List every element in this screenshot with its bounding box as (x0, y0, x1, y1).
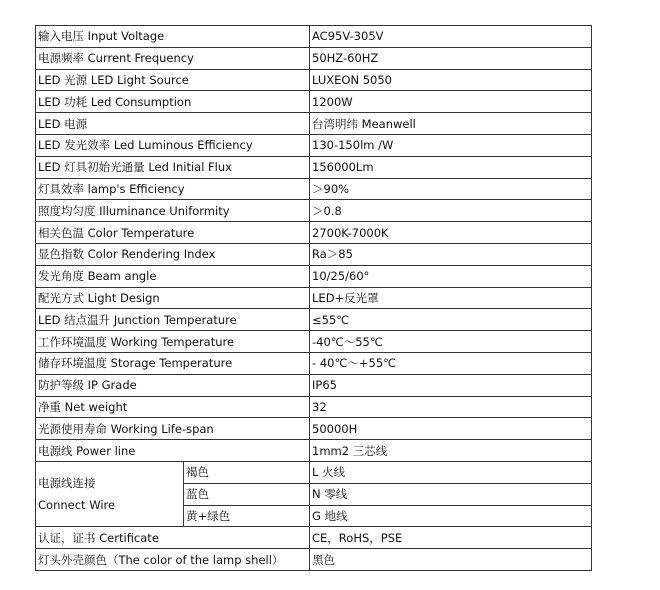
spec-row (36, 134, 592, 156)
spec-value: - 40℃～+55℃ (310, 352, 592, 374)
spec-label: 照度均匀度 Illuminance Uniformity (36, 200, 310, 222)
spec-row (36, 91, 592, 113)
wire-value: L 火线 (310, 461, 592, 483)
spec-label: LED 结点温升 Junction Temperature (36, 309, 310, 331)
spec-label: 净重 Net weight (36, 396, 310, 418)
spec-label: LED 电源 (36, 113, 310, 135)
spec-row (36, 26, 592, 48)
spec-label: 灯头外壳颜色（The color of the lamp shell） (36, 549, 310, 571)
spec-row (36, 113, 592, 135)
spec-value: 黑色 (310, 549, 592, 571)
spec-value: AC95V-305V (310, 26, 592, 48)
spec-value: IP65 (310, 374, 592, 396)
wire-color: 褐色 (184, 461, 310, 483)
spec-label: 防护等级 IP Grade (36, 374, 310, 396)
spec-label: LED 功耗 Led Consumption (36, 91, 310, 113)
spec-value: 130-150lm /W (310, 134, 592, 156)
spec-value: 50HZ-60HZ (310, 47, 592, 69)
spec-label: 储存环境温度 Storage Temperature (36, 352, 310, 374)
spec-row (36, 440, 592, 462)
spec-row (36, 396, 592, 418)
spec-value: -40℃～55℃ (310, 331, 592, 353)
wire-color: 黄+绿色 (184, 505, 310, 527)
spec-value: 156000Lm (310, 156, 592, 178)
spec-row (36, 418, 592, 440)
spec-label: 相关色温 Color Temperature (36, 222, 310, 244)
spec-value: CE，RoHS，PSE (310, 527, 592, 549)
spec-row (36, 47, 592, 69)
connect-wire-row (36, 461, 592, 483)
spec-value: LUXEON 5050 (310, 69, 592, 91)
spec-row (36, 178, 592, 200)
spec-row (36, 309, 592, 331)
spec-row (36, 287, 592, 309)
spec-row (36, 200, 592, 222)
spec-table-body (36, 26, 592, 571)
spec-label: 认证，证书 Certificate (36, 527, 310, 549)
spec-label: 输入电压 Input Voltage (36, 26, 310, 48)
spec-label: 灯具效率 lamp's Efficiency (36, 178, 310, 200)
spec-label: 光源使用寿命 Working Life-span (36, 418, 310, 440)
spec-row (36, 549, 592, 571)
spec-value: ＞0.8 (310, 200, 592, 222)
connect-wire-label-en: Connect Wire (38, 498, 116, 513)
spec-label: 工作环境温度 Working Temperature (36, 331, 310, 353)
wire-value: G 地线 (310, 505, 592, 527)
connect-wire-label (36, 461, 184, 526)
wire-color: 蓝色 (184, 483, 310, 505)
spec-value: 10/25/60° (310, 265, 592, 287)
spec-row (36, 331, 592, 353)
spec-label: 显色指数 Color Rendering Index (36, 243, 310, 265)
spec-value: ≤55℃ (310, 309, 592, 331)
spec-value: 2700K-7000K (310, 222, 592, 244)
spec-label: LED 发光效率 Led Luminous Efficiency (36, 134, 310, 156)
spec-label: 发光角度 Beam angle (36, 265, 310, 287)
spec-label: 电源频率 Current Frequency (36, 47, 310, 69)
spec-row (36, 374, 592, 396)
spec-value: LED+反光罩 (310, 287, 592, 309)
spec-label: 电源线 Power line (36, 440, 310, 462)
spec-value: 1200W (310, 91, 592, 113)
connect-wire-label-cn: 电源线连接 (38, 476, 96, 491)
spec-value: 50000H (310, 418, 592, 440)
spec-value: Ra＞85 (310, 243, 592, 265)
spec-row (36, 156, 592, 178)
spec-value: 32 (310, 396, 592, 418)
wire-value: N 零线 (310, 483, 592, 505)
spec-row (36, 352, 592, 374)
spec-row (36, 222, 592, 244)
spec-label: 配光方式 Light Design (36, 287, 310, 309)
spec-row (36, 69, 592, 91)
spec-value: 台湾明纬 Meanwell (310, 113, 592, 135)
spec-table (35, 25, 592, 571)
spec-value: 1mm2 三芯线 (310, 440, 592, 462)
spec-row (36, 265, 592, 287)
spec-label: LED 灯具初始光通量 Led Initial Flux (36, 156, 310, 178)
spec-row (36, 243, 592, 265)
spec-row (36, 527, 592, 549)
spec-value: ＞90% (310, 178, 592, 200)
spec-label: LED 光源 LED Light Source (36, 69, 310, 91)
